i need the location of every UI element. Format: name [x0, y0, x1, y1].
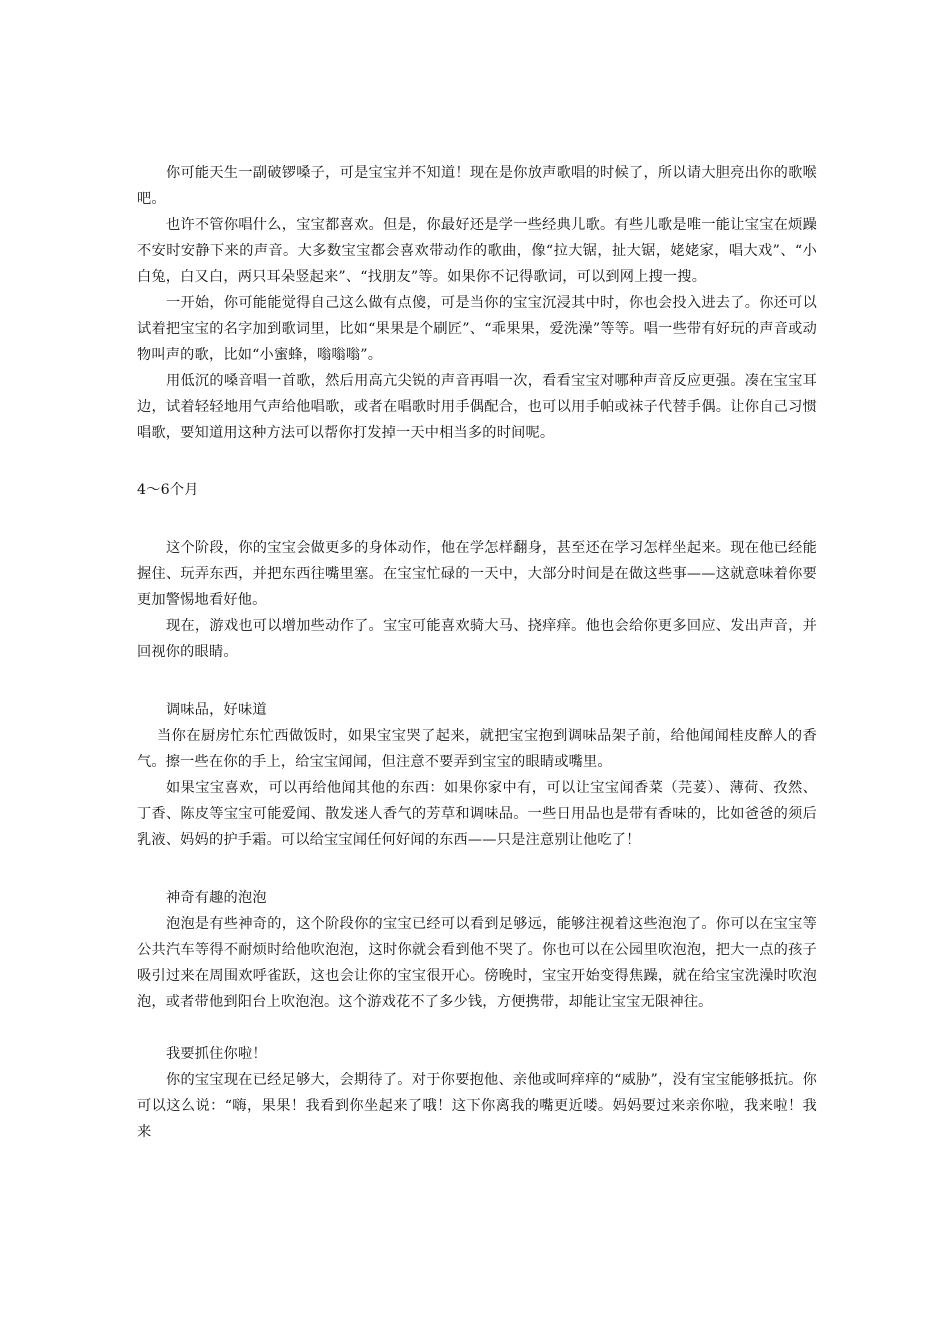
- intro-paragraph-3: 一开始，你可能能觉得自己这么做有点傻，可是当你的宝宝沉浸其中时，你也会投入进去了。你还可以试着把宝宝的名字加到歌词里，比如“果果是个刷匠”、“乖果果，爱洗澡”等等。唱一些带有好玩的声音或动物叫声的歌，比如“小蜜蜂，嗡嗡嗡”。: [137, 295, 817, 363]
- game-catch-paragraph-1: 你的宝宝现在已经足够大，会期待了。对于你要抱他、亲他或呵痒痒的“威胁”，没有宝宝能够抵抗。你可以这么说：“嗨，果果！我看到你坐起来了哦！这下你离我的嘴更近喽。妈妈要过来亲你啦，我来啦！我来: [137, 1072, 817, 1140]
- game-spices-paragraph-2: 如果宝宝喜欢，可以再给他闻其他的东西：如果你家中有，可以让宝宝闻香菜（芫荽）、薄荷、孜然、丁香、陈皮等宝宝可能爱闻、散发迷人香气的芳草和调味品。一些日用品也是带有香味的，比如爸爸的须后乳液、妈妈的护手霜。可以给宝宝闻任何好闻的东西——只是注意别让他吃了！: [137, 780, 817, 848]
- age-paragraph-2: 现在，游戏也可以增加些动作了。宝宝可能喜欢骑大马、挠痒痒。他也会给你更多回应、发出声音，并回视你的眼睛。: [137, 618, 817, 660]
- age-paragraph-1: 这个阶段，你的宝宝会做更多的身体动作，他在学怎样翻身，甚至还在学习怎样坐起来。现在他已经能握住、玩弄东西，并把东西往嘴里塞。在宝宝忙碌的一天中，大部分时间是在做这些事——这就意味着你要更加警惕地看好他。: [137, 540, 817, 608]
- game-bubbles-paragraph-1: 泡泡是有些神奇的，这个阶段你的宝宝已经可以看到足够远，能够注视着这些泡泡了。你可以在宝宝等公共汽车等得不耐烦时给他吹泡泡，这时你就会看到他不哭了。你也可以在公园里吹泡泡，把大一点的孩子吸引过来在周围欢呼雀跃，这也会让你的宝宝很开心。傍晚时，宝宝开始变得焦躁，就在给宝宝洗澡时吹泡泡，或者带他到阳台上吹泡泡。这个游戏花不了多少钱，方便携带，却能让宝宝无限神往。: [137, 916, 817, 1010]
- game-bubbles-title: 神奇有趣的泡泡: [166, 890, 267, 906]
- game-catch-title: 我要抓住你啦！: [166, 1046, 267, 1062]
- intro-paragraph-1: 你可能天生一副破锣嗓子，可是宝宝并不知道！现在是你放声歌唱的时候了，所以请大胆亮出你的歌喉吧。: [137, 165, 817, 207]
- game-spices-title: 调味品，好味道: [166, 702, 267, 718]
- age-heading: 4～6个月: [137, 482, 199, 498]
- intro-paragraph-2: 也许不管你唱什么，宝宝都喜欢。但是，你最好还是学一些经典儿歌。有些儿歌是唯一能让宝宝在烦躁不安时安静下来的声音。大多数宝宝都会喜欢带动作的歌曲，像“拉大锯，扯大锯，姥姥家，唱大戏”、“小白兔，白又白，两只耳朵竖起来”、“找朋友”等。如果你不记得歌词，可以到网上搜一搜。: [137, 217, 817, 285]
- intro-paragraph-4: 用低沉的嗓音唱一首歌，然后用高亢尖锐的声音再唱一次，看看宝宝对哪种声音反应更强。凑在宝宝耳边，试着轻轻地用气声给他唱歌，或者在唱歌时用手偶配合，也可以用手帕或袜子代替手偶。让你自己习惯唱歌，要知道用这种方法可以帮你打发掉一天中相当多的时间呢。: [137, 373, 817, 441]
- game-spices-paragraph-1: 当你在厨房忙东忙西做饭时，如果宝宝哭了起来，就把宝宝抱到调味品架子前，给他闻闻桂皮醉人的香气。擦一些在你的手上，给宝宝闻闻，但注意不要弄到宝宝的眼睛或嘴里。: [137, 728, 817, 770]
- document-page: [137, 160, 817, 1145]
